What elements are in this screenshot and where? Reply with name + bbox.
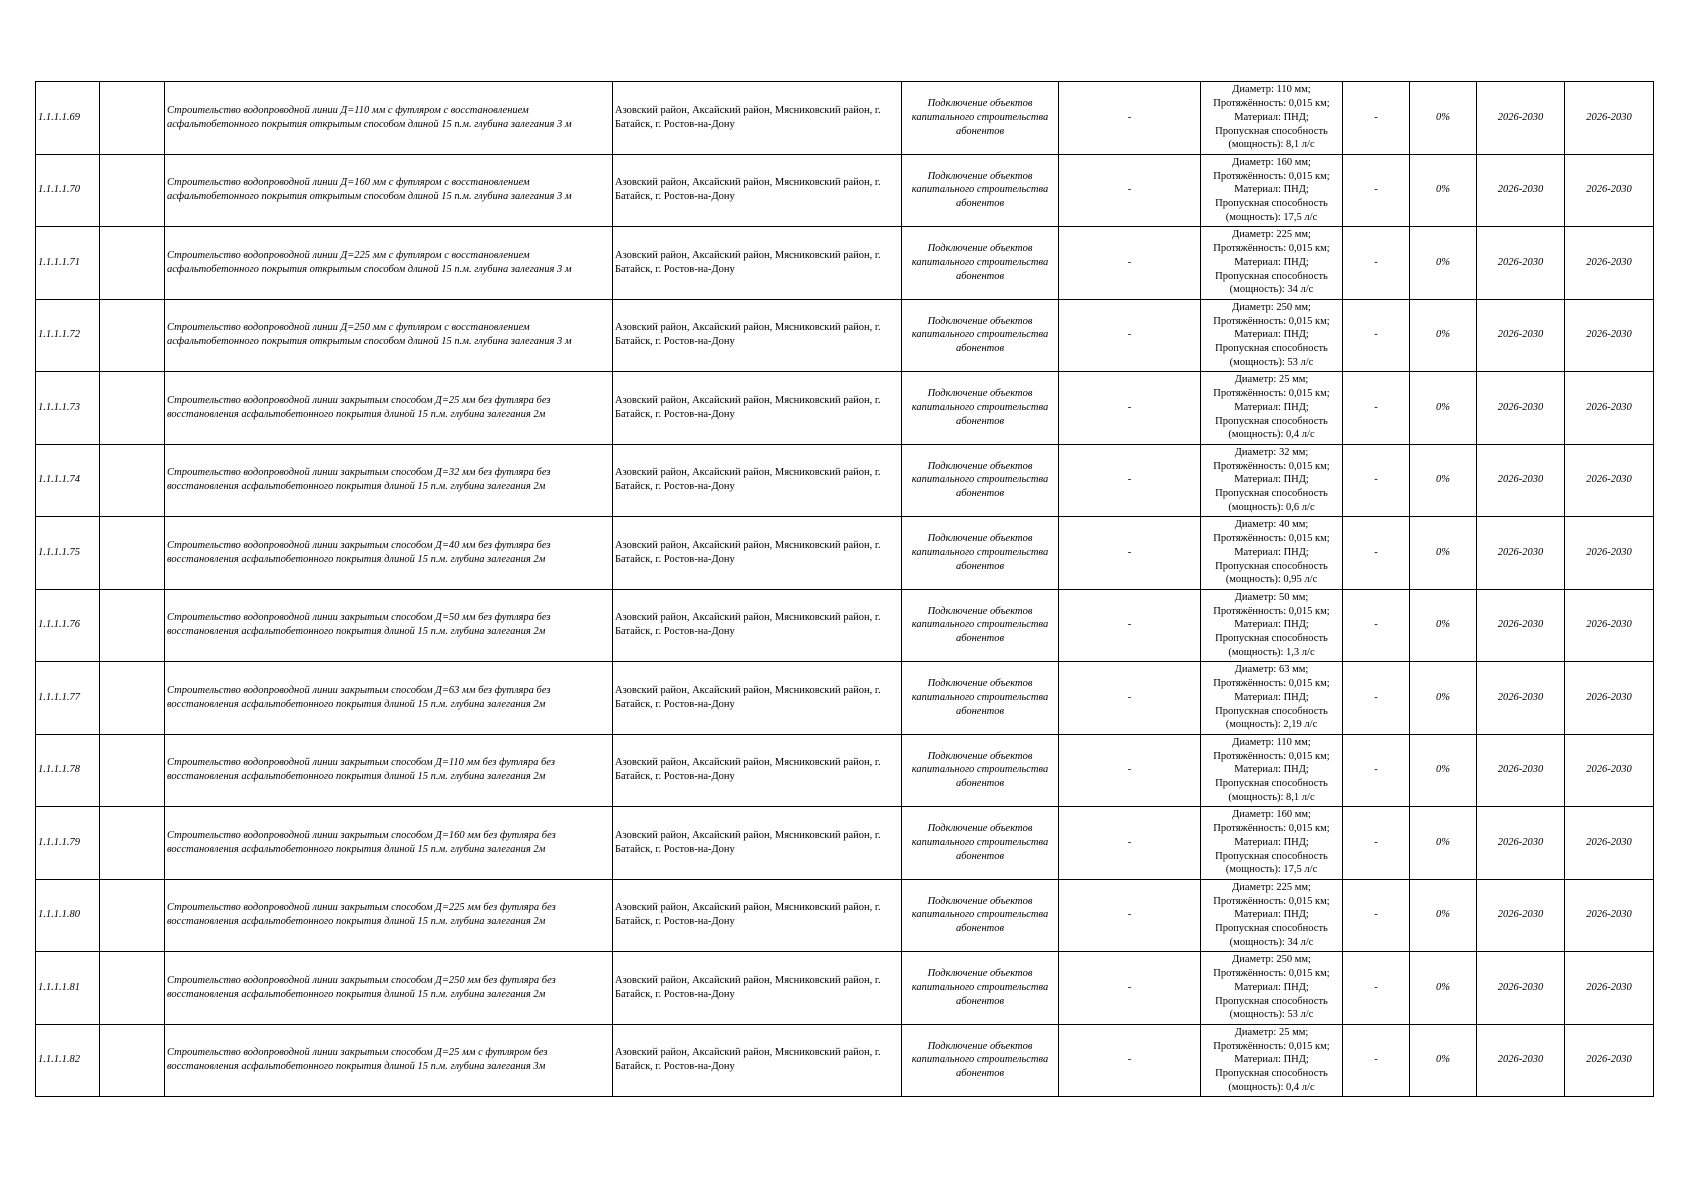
- investment-program-table: [35, 81, 1654, 1097]
- table-row: [36, 154, 1654, 227]
- row-id-cell: 1.1.1.1.73: [36, 372, 100, 445]
- param-line: Диаметр: 160 мм;: [1232, 809, 1311, 821]
- row-period-start-cell: 2026-2030: [1477, 589, 1565, 662]
- row-purpose-cell: Подключение объектов капитального строительства абонентов: [902, 1024, 1059, 1097]
- row-percent-cell: 0%: [1410, 154, 1477, 227]
- row-period-start-cell: 2026-2030: [1477, 299, 1565, 372]
- param-line: Протяжённость: 0,015 км;: [1213, 388, 1330, 400]
- row-name-cell: Строительство водопроводной линии закрытым способом Д=63 мм без футляра без восстановления асфальтобетонного покрытия длиной 15 п.м. глубина залегания 2м: [165, 662, 613, 735]
- row-dash-cell: -: [1059, 82, 1201, 155]
- row-dash-cell: -: [1059, 879, 1201, 952]
- row-params-cell: [1201, 444, 1343, 517]
- param-line: Материал: ПНД;: [1234, 401, 1309, 413]
- row-params-cell: [1201, 154, 1343, 227]
- row-period-end-cell: 2026-2030: [1565, 734, 1654, 807]
- row-period-start-cell: 2026-2030: [1477, 444, 1565, 517]
- row-params-cell: [1201, 299, 1343, 372]
- row-params-cell: [1201, 807, 1343, 880]
- param-line: (мощность): 2,19 л/с: [1225, 719, 1318, 731]
- row-dash-cell: -: [1343, 589, 1410, 662]
- row-dash-cell: -: [1343, 879, 1410, 952]
- row-dash-cell: -: [1343, 444, 1410, 517]
- row-period-start-cell: 2026-2030: [1477, 227, 1565, 300]
- param-line: Диаметр: 50 мм;: [1234, 591, 1309, 603]
- row-period-end-cell: 2026-2030: [1565, 1024, 1654, 1097]
- row-name-cell: Строительство водопроводной линии закрытым способом Д=32 мм без футляра без восстановления асфальтобетонного покрытия длиной 15 п.м. глубина залегания 2м: [165, 444, 613, 517]
- row-location-cell: Азовский район, Аксайский район, Мясниковский район, г. Батайск, г. Ростов-на-Дону: [613, 517, 902, 590]
- row-purpose-cell: Подключение объектов капитального строительства абонентов: [902, 952, 1059, 1025]
- param-line: Материал: ПНД;: [1234, 256, 1309, 268]
- param-line: Материал: ПНД;: [1234, 619, 1309, 631]
- param-line: Протяжённость: 0,015 км;: [1213, 315, 1330, 327]
- row-percent-cell: 0%: [1410, 444, 1477, 517]
- param-line: Материал: ПНД;: [1234, 329, 1309, 341]
- row-location-cell: Азовский район, Аксайский район, Мясниковский район, г. Батайск, г. Ростов-на-Дону: [613, 444, 902, 517]
- row-dash-cell: -: [1059, 662, 1201, 735]
- row-params-cell: [1201, 952, 1343, 1025]
- row-purpose-cell: Подключение объектов капитального строительства абонентов: [902, 662, 1059, 735]
- row-dash-cell: -: [1059, 154, 1201, 227]
- row-period-start-cell: 2026-2030: [1477, 662, 1565, 735]
- row-empty-cell: [100, 154, 165, 227]
- row-id-cell: 1.1.1.1.71: [36, 227, 100, 300]
- param-line: Материал: ПНД;: [1234, 1054, 1309, 1066]
- row-period-end-cell: 2026-2030: [1565, 227, 1654, 300]
- param-line: Материал: ПНД;: [1234, 836, 1309, 848]
- row-location-cell: Азовский район, Аксайский район, Мясниковский район, г. Батайск, г. Ростов-на-Дону: [613, 589, 902, 662]
- param-line: Диаметр: 40 мм;: [1234, 519, 1309, 531]
- row-location-cell: Азовский район, Аксайский район, Мясниковский район, г. Батайск, г. Ростов-на-Дону: [613, 1024, 902, 1097]
- row-dash-cell: -: [1343, 299, 1410, 372]
- param-line: Диаметр: 25 мм;: [1234, 1026, 1309, 1038]
- row-empty-cell: [100, 662, 165, 735]
- param-line: Пропускная способность: [1215, 1068, 1328, 1080]
- param-line: (мощность): 8,1 л/с: [1228, 139, 1315, 151]
- row-dash-cell: -: [1059, 1024, 1201, 1097]
- param-line: (мощность): 0,6 л/с: [1228, 501, 1315, 513]
- param-line: Материал: ПНД;: [1234, 691, 1309, 703]
- row-empty-cell: [100, 952, 165, 1025]
- row-name-cell: Строительство водопроводной линии Д=225 мм с футляром с восстановлением асфальтобетонного покрытия открытым способом длиной 15 п.м. глубина залегания 3 м: [165, 227, 613, 300]
- row-percent-cell: 0%: [1410, 734, 1477, 807]
- row-period-end-cell: 2026-2030: [1565, 662, 1654, 735]
- row-params-cell: [1201, 879, 1343, 952]
- row-purpose-cell: Подключение объектов капитального строительства абонентов: [902, 154, 1059, 227]
- param-line: Пропускная способность: [1215, 560, 1328, 572]
- row-id-cell: 1.1.1.1.82: [36, 1024, 100, 1097]
- row-id-cell: 1.1.1.1.80: [36, 879, 100, 952]
- row-percent-cell: 0%: [1410, 299, 1477, 372]
- param-line: Материал: ПНД;: [1234, 111, 1309, 123]
- row-percent-cell: 0%: [1410, 807, 1477, 880]
- table-row: [36, 227, 1654, 300]
- table-row: [36, 589, 1654, 662]
- row-dash-cell: -: [1059, 734, 1201, 807]
- row-percent-cell: 0%: [1410, 879, 1477, 952]
- param-line: Протяжённость: 0,015 км;: [1213, 98, 1330, 110]
- row-empty-cell: [100, 444, 165, 517]
- param-line: (мощность): 0,4 л/с: [1228, 1081, 1315, 1093]
- row-location-cell: Азовский район, Аксайский район, Мясниковский район, г. Батайск, г. Ростов-на-Дону: [613, 227, 902, 300]
- row-dash-cell: -: [1343, 82, 1410, 155]
- param-line: Пропускная способность: [1215, 198, 1328, 210]
- param-line: Протяжённость: 0,015 км;: [1213, 678, 1330, 690]
- param-line: Пропускная способность: [1215, 705, 1328, 717]
- row-location-cell: Азовский район, Аксайский район, Мясниковский район, г. Батайск, г. Ростов-на-Дону: [613, 372, 902, 445]
- param-line: Пропускная способность: [1215, 125, 1328, 137]
- param-line: Пропускная способность: [1215, 923, 1328, 935]
- param-line: (мощность): 0,4 л/с: [1228, 429, 1315, 441]
- param-line: Пропускная способность: [1215, 995, 1328, 1007]
- row-empty-cell: [100, 734, 165, 807]
- row-dash-cell: -: [1343, 662, 1410, 735]
- row-name-cell: Строительство водопроводной линии закрытым способом Д=225 мм без футляра без восстановления асфальтобетонного покрытия длиной 15 п.м. глубина залегания 2м: [165, 879, 613, 952]
- row-period-start-cell: 2026-2030: [1477, 952, 1565, 1025]
- param-line: Протяжённость: 0,015 км;: [1213, 533, 1330, 545]
- row-name-cell: Строительство водопроводной линии закрытым способом Д=160 мм без футляра без восстановления асфальтобетонного покрытия длиной 15 п.м. глубина залегания 2м: [165, 807, 613, 880]
- row-percent-cell: 0%: [1410, 372, 1477, 445]
- row-empty-cell: [100, 82, 165, 155]
- row-purpose-cell: Подключение объектов капитального строительства абонентов: [902, 589, 1059, 662]
- row-name-cell: Строительство водопроводной линии закрытым способом Д=40 мм без футляра без восстановления асфальтобетонного покрытия длиной 15 п.м. глубина залегания 2м: [165, 517, 613, 590]
- row-period-end-cell: 2026-2030: [1565, 154, 1654, 227]
- row-name-cell: Строительство водопроводной линии Д=250 мм с футляром с восстановлением асфальтобетонного покрытия открытым способом длиной 15 п.м. глубина залегания 3 м: [165, 299, 613, 372]
- row-period-end-cell: 2026-2030: [1565, 299, 1654, 372]
- param-line: (мощность): 17,5 л/с: [1225, 864, 1318, 876]
- table-row: [36, 82, 1654, 155]
- param-line: Диаметр: 160 мм;: [1232, 156, 1311, 168]
- row-period-end-cell: 2026-2030: [1565, 807, 1654, 880]
- row-purpose-cell: Подключение объектов капитального строительства абонентов: [902, 82, 1059, 155]
- row-dash-cell: -: [1343, 154, 1410, 227]
- param-line: Протяжённость: 0,015 км;: [1213, 1040, 1330, 1052]
- param-line: Протяжённость: 0,015 км;: [1213, 243, 1330, 255]
- row-period-start-cell: 2026-2030: [1477, 807, 1565, 880]
- row-id-cell: 1.1.1.1.78: [36, 734, 100, 807]
- row-empty-cell: [100, 807, 165, 880]
- param-line: Материал: ПНД;: [1234, 184, 1309, 196]
- param-line: (мощность): 1,3 л/с: [1228, 646, 1315, 658]
- param-line: Диаметр: 63 мм;: [1234, 664, 1309, 676]
- row-period-end-cell: 2026-2030: [1565, 517, 1654, 590]
- row-dash-cell: -: [1059, 372, 1201, 445]
- row-id-cell: 1.1.1.1.76: [36, 589, 100, 662]
- table-row: [36, 444, 1654, 517]
- table-row: [36, 372, 1654, 445]
- row-name-cell: Строительство водопроводной линии закрытым способом Д=110 мм без футляра без восстановления асфальтобетонного покрытия длиной 15 п.м. глубина залегания 2м: [165, 734, 613, 807]
- row-purpose-cell: Подключение объектов капитального строительства абонентов: [902, 517, 1059, 590]
- row-percent-cell: 0%: [1410, 662, 1477, 735]
- row-params-cell: [1201, 82, 1343, 155]
- row-location-cell: Азовский район, Аксайский район, Мясниковский район, г. Батайск, г. Ростов-на-Дону: [613, 734, 902, 807]
- param-line: (мощность): 53 л/с: [1229, 356, 1314, 368]
- param-line: Пропускная способность: [1215, 850, 1328, 862]
- row-period-end-cell: 2026-2030: [1565, 372, 1654, 445]
- table-row: [36, 734, 1654, 807]
- param-line: Пропускная способность: [1215, 778, 1328, 790]
- param-line: Пропускная способность: [1215, 415, 1328, 427]
- row-id-cell: 1.1.1.1.77: [36, 662, 100, 735]
- row-purpose-cell: Подключение объектов капитального строительства абонентов: [902, 879, 1059, 952]
- table-row: [36, 1024, 1654, 1097]
- param-line: (мощность): 0,95 л/с: [1225, 574, 1318, 586]
- row-dash-cell: -: [1343, 372, 1410, 445]
- row-location-cell: Азовский район, Аксайский район, Мясниковский район, г. Батайск, г. Ростов-на-Дону: [613, 82, 902, 155]
- row-location-cell: Азовский район, Аксайский район, Мясниковский район, г. Батайск, г. Ростов-на-Дону: [613, 807, 902, 880]
- row-dash-cell: -: [1343, 227, 1410, 300]
- row-dash-cell: -: [1059, 952, 1201, 1025]
- param-line: Материал: ПНД;: [1234, 909, 1309, 921]
- param-line: Протяжённость: 0,015 км;: [1213, 750, 1330, 762]
- row-period-end-cell: 2026-2030: [1565, 444, 1654, 517]
- table-row: [36, 879, 1654, 952]
- row-purpose-cell: Подключение объектов капитального строительства абонентов: [902, 444, 1059, 517]
- row-percent-cell: 0%: [1410, 82, 1477, 155]
- row-dash-cell: -: [1059, 444, 1201, 517]
- row-dash-cell: -: [1343, 807, 1410, 880]
- param-line: Протяжённость: 0,015 км;: [1213, 605, 1330, 617]
- param-line: Материал: ПНД;: [1234, 764, 1309, 776]
- row-empty-cell: [100, 299, 165, 372]
- row-purpose-cell: Подключение объектов капитального строительства абонентов: [902, 299, 1059, 372]
- param-line: Диаметр: 110 мм;: [1232, 736, 1311, 748]
- row-percent-cell: 0%: [1410, 227, 1477, 300]
- table-row: [36, 299, 1654, 372]
- row-dash-cell: -: [1059, 227, 1201, 300]
- row-period-start-cell: 2026-2030: [1477, 517, 1565, 590]
- row-period-start-cell: 2026-2030: [1477, 154, 1565, 227]
- row-empty-cell: [100, 517, 165, 590]
- row-dash-cell: -: [1059, 517, 1201, 590]
- row-purpose-cell: Подключение объектов капитального строительства абонентов: [902, 372, 1059, 445]
- row-percent-cell: 0%: [1410, 517, 1477, 590]
- param-line: (мощность): 8,1 л/с: [1228, 791, 1315, 803]
- row-period-start-cell: 2026-2030: [1477, 372, 1565, 445]
- table-row: [36, 952, 1654, 1025]
- row-location-cell: Азовский район, Аксайский район, Мясниковский район, г. Батайск, г. Ростов-на-Дону: [613, 952, 902, 1025]
- row-id-cell: 1.1.1.1.74: [36, 444, 100, 517]
- row-period-end-cell: 2026-2030: [1565, 952, 1654, 1025]
- param-line: Диаметр: 250 мм;: [1232, 954, 1311, 966]
- row-id-cell: 1.1.1.1.70: [36, 154, 100, 227]
- row-name-cell: Строительство водопроводной линии закрытым способом Д=50 мм без футляра без восстановления асфальтобетонного покрытия длиной 15 п.м. глубина залегания 2м: [165, 589, 613, 662]
- row-id-cell: 1.1.1.1.79: [36, 807, 100, 880]
- param-line: Пропускная способность: [1215, 633, 1328, 645]
- row-params-cell: [1201, 227, 1343, 300]
- row-name-cell: Строительство водопроводной линии закрытым способом Д=25 мм с футляром без восстановления асфальтобетонного покрытия длиной 15 п.м. глубина залегания 3м: [165, 1024, 613, 1097]
- table-row: [36, 662, 1654, 735]
- row-dash-cell: -: [1059, 807, 1201, 880]
- row-empty-cell: [100, 879, 165, 952]
- row-params-cell: [1201, 734, 1343, 807]
- row-period-start-cell: 2026-2030: [1477, 734, 1565, 807]
- row-location-cell: Азовский район, Аксайский район, Мясниковский район, г. Батайск, г. Ростов-на-Дону: [613, 154, 902, 227]
- row-params-cell: [1201, 589, 1343, 662]
- param-line: Диаметр: 225 мм;: [1232, 881, 1311, 893]
- param-line: Пропускная способность: [1215, 488, 1328, 500]
- param-line: Протяжённость: 0,015 км;: [1213, 823, 1330, 835]
- row-empty-cell: [100, 227, 165, 300]
- param-line: Диаметр: 32 мм;: [1234, 446, 1309, 458]
- row-location-cell: Азовский район, Аксайский район, Мясниковский район, г. Батайск, г. Ростов-на-Дону: [613, 662, 902, 735]
- row-percent-cell: 0%: [1410, 589, 1477, 662]
- param-line: Пропускная способность: [1215, 343, 1328, 355]
- row-name-cell: Строительство водопроводной линии закрытым способом Д=25 мм без футляра без восстановления асфальтобетонного покрытия длиной 15 п.м. глубина залегания 2м: [165, 372, 613, 445]
- row-params-cell: [1201, 372, 1343, 445]
- row-percent-cell: 0%: [1410, 1024, 1477, 1097]
- row-period-start-cell: 2026-2030: [1477, 82, 1565, 155]
- row-period-end-cell: 2026-2030: [1565, 589, 1654, 662]
- param-line: Диаметр: 225 мм;: [1232, 229, 1311, 241]
- row-id-cell: 1.1.1.1.75: [36, 517, 100, 590]
- row-params-cell: [1201, 1024, 1343, 1097]
- param-line: Диаметр: 110 мм;: [1232, 84, 1311, 96]
- row-dash-cell: -: [1059, 589, 1201, 662]
- row-period-start-cell: 2026-2030: [1477, 879, 1565, 952]
- param-line: Пропускная способность: [1215, 270, 1328, 282]
- param-line: (мощность): 53 л/с: [1229, 1009, 1314, 1021]
- row-period-end-cell: 2026-2030: [1565, 82, 1654, 155]
- row-name-cell: Строительство водопроводной линии закрытым способом Д=250 мм без футляра без восстановления асфальтобетонного покрытия длиной 15 п.м. глубина залегания 2м: [165, 952, 613, 1025]
- param-line: Протяжённость: 0,015 км;: [1213, 895, 1330, 907]
- row-dash-cell: -: [1059, 299, 1201, 372]
- param-line: Материал: ПНД;: [1234, 981, 1309, 993]
- param-line: (мощность): 34 л/с: [1229, 284, 1314, 296]
- param-line: (мощность): 34 л/с: [1229, 936, 1314, 948]
- table-row: [36, 807, 1654, 880]
- row-period-start-cell: 2026-2030: [1477, 1024, 1565, 1097]
- row-purpose-cell: Подключение объектов капитального строительства абонентов: [902, 734, 1059, 807]
- row-dash-cell: -: [1343, 517, 1410, 590]
- param-line: Протяжённость: 0,015 км;: [1213, 170, 1330, 182]
- param-line: (мощность): 17,5 л/с: [1225, 211, 1318, 223]
- row-period-end-cell: 2026-2030: [1565, 879, 1654, 952]
- row-params-cell: [1201, 517, 1343, 590]
- row-empty-cell: [100, 372, 165, 445]
- row-id-cell: 1.1.1.1.81: [36, 952, 100, 1025]
- param-line: Материал: ПНД;: [1234, 474, 1309, 486]
- row-params-cell: [1201, 662, 1343, 735]
- row-name-cell: Строительство водопроводной линии Д=160 мм с футляром с восстановлением асфальтобетонного покрытия открытым способом длиной 15 п.м. глубина залегания 3 м: [165, 154, 613, 227]
- row-empty-cell: [100, 589, 165, 662]
- row-empty-cell: [100, 1024, 165, 1097]
- row-purpose-cell: Подключение объектов капитального строительства абонентов: [902, 227, 1059, 300]
- row-purpose-cell: Подключение объектов капитального строительства абонентов: [902, 807, 1059, 880]
- row-percent-cell: 0%: [1410, 952, 1477, 1025]
- row-dash-cell: -: [1343, 1024, 1410, 1097]
- row-name-cell: Строительство водопроводной линии Д=110 мм с футляром с восстановлением асфальтобетонного покрытия открытым способом длиной 15 п.м. глубина залегания 3 м: [165, 82, 613, 155]
- param-line: Протяжённость: 0,015 км;: [1213, 968, 1330, 980]
- param-line: Диаметр: 250 мм;: [1232, 301, 1311, 313]
- row-dash-cell: -: [1343, 952, 1410, 1025]
- row-id-cell: 1.1.1.1.72: [36, 299, 100, 372]
- row-dash-cell: -: [1343, 734, 1410, 807]
- param-line: Диаметр: 25 мм;: [1234, 374, 1309, 386]
- row-id-cell: 1.1.1.1.69: [36, 82, 100, 155]
- table-row: [36, 517, 1654, 590]
- row-location-cell: Азовский район, Аксайский район, Мясниковский район, г. Батайск, г. Ростов-на-Дону: [613, 299, 902, 372]
- param-line: Протяжённость: 0,015 км;: [1213, 460, 1330, 472]
- param-line: Материал: ПНД;: [1234, 546, 1309, 558]
- row-location-cell: Азовский район, Аксайский район, Мясниковский район, г. Батайск, г. Ростов-на-Дону: [613, 879, 902, 952]
